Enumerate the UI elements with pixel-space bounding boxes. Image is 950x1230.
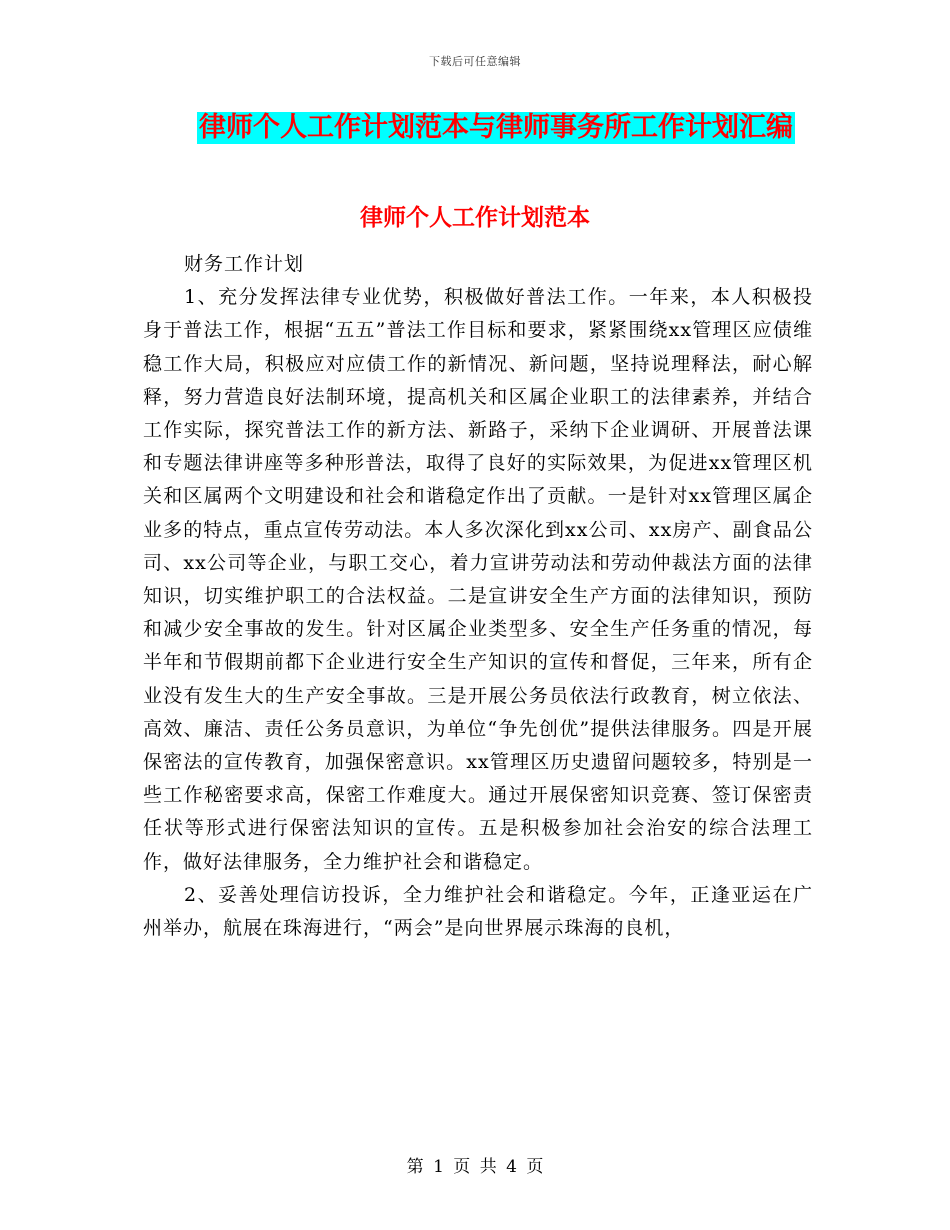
paragraph-2: 2、妥善处理信访投诉，全力维护社会和谐稳定。今年，正逢亚运在广州举办，航展在珠海进行，“两会”是向世界展示珠海的良机， [143, 883, 813, 940]
header-note: 下载后可任意编辑 [429, 55, 521, 68]
document-body [143, 248, 813, 945]
document-title: 律师个人工作计划范本与律师事务所工作计划汇编 [199, 112, 793, 143]
document-title-container [0, 112, 950, 144]
paragraph-heading: 财务工作计划 [184, 253, 305, 275]
paragraph-1: 1、充分发挥法律专业优势，积极做好普法工作。一年来，本人积极投身于普法工作，根据“五五”普法工作目标和要求，紧紧围绕xx管理区应债维稳工作大局，积极应对应债工作的新情况、新问题，坚持说理释法，耐心解释，努力营造良好法制环境，提高机关和区属企业职工的法律素养，并结合工作实际，探究普法工作的新方法、新路子，采纳下企业调研、开展普法课和专题法律讲座等多种形普法，取得了良好的实际效果，为促进xx管理区机关和区属两个文明建设和社会和谐稳定作出了贡献。一是针对xx管理区属企业多的特点，重点宣传劳动法。本人多次深化到xx公司、xx房产、副食品公司、xx公司等企业，与职工交心，着力宣讲劳动法和劳动仲裁法方面的法律知识，切实维护职工的合法权益。二是宣讲安全生产方面的法律知识，预防和减少安全事故的发生。针对区属企业类型多、安全生产任务重的情况，每半年和节假期前都下企业进行安全生产知识的宣传和督促，三年来，所有企业没有发生大的生产安全事故。三是开展公务员依法行政教育，树立依法、高效、廉洁、责任公务员意识，为单位“争先创优”提供法律服务。四是开展保密法的宣传教育，加强保密意识。xx管理区历史遗留问题较多，特别是一些工作秘密要求高，保密工作难度大。通过开展保密知识竞赛、签订保密责任状等形式进行保密法知识的宣传。五是积极参加社会治安的综合法理工作，做好法律服务，全力维护社会和谐稳定。 [143, 286, 813, 873]
page-footer: 第 1 页 共 4 页 [406, 1157, 544, 1177]
section-title [0, 203, 950, 233]
section-title-text: 律师个人工作计划范本 [360, 204, 590, 231]
